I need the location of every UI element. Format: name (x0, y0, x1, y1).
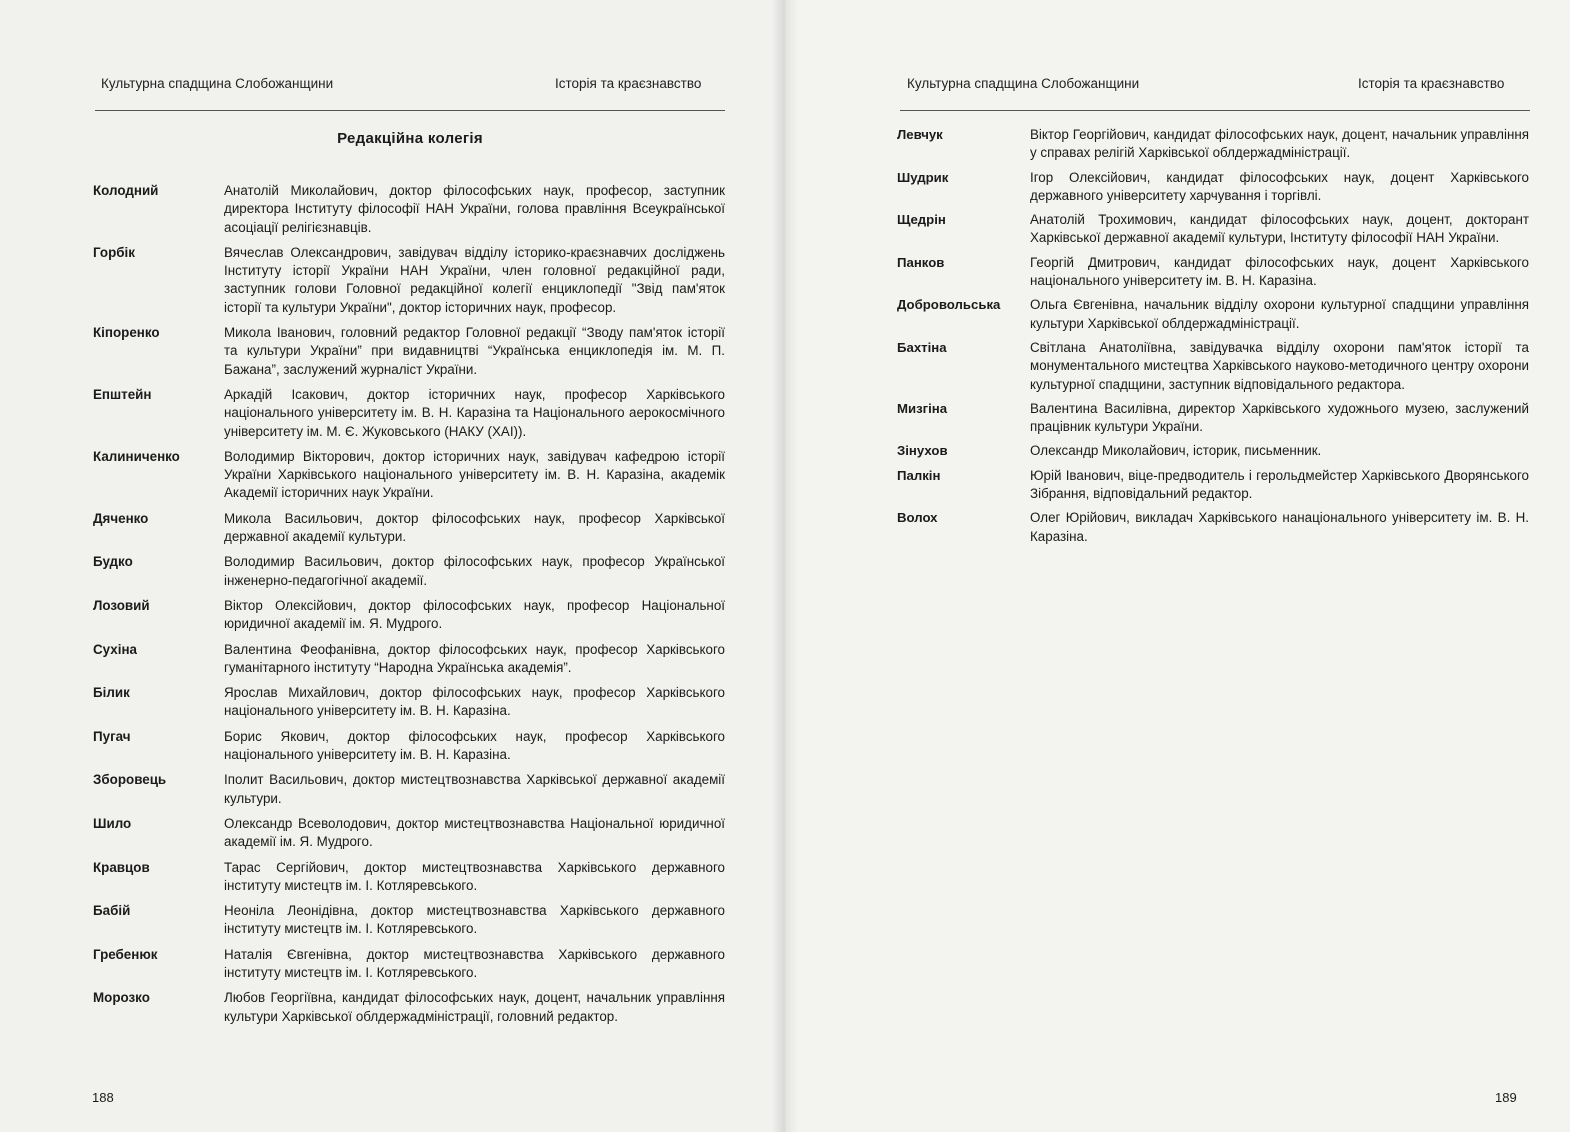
member-description: Наталія Євгенівна, доктор мистецтвознавства Харківського державного інституту мистецтв ім. І. Котляревського. (224, 946, 725, 980)
member-description: Неоніла Леонідівна, доктор мистецтвознавства Харківського державного інституту мистецтв ім. І. Котляревського. (224, 903, 725, 937)
member-surname: Зінухов (897, 443, 948, 459)
member-description: Георгій Дмитрович, кандидат філософських наук, доцент Харківського національного університету ім. В. Н. Каразіна. (1030, 254, 1529, 289)
board-member-entry (897, 400, 1529, 437)
page-number: 188 (92, 1090, 114, 1105)
member-description: Анатолій Миколайович, доктор філософських наук, професор, заступник директора Інституту філософії НАН України, голова правління Всеукраїнської асоціації релігієзнавців. (224, 183, 725, 235)
member-description: Олександр Всеволодович, доктор мистецтвознавства Національної юридичної академії ім. Я. Мудрого. (224, 815, 725, 850)
member-description: Олександр Миколайович, історик, письменник. (1030, 443, 1322, 459)
member-surname: Дяченко (93, 510, 149, 526)
member-surname: Мизгіна (897, 400, 948, 416)
board-member-entry (93, 597, 725, 634)
board-member-entry (93, 771, 725, 808)
member-surname: Палкін (897, 467, 941, 483)
running-head-left: Культурна спадщина Слобожанщини (101, 76, 334, 91)
member-surname: Калиниченко (93, 448, 180, 464)
board-member-entry (93, 946, 725, 983)
member-surname: Бабій (93, 903, 131, 919)
running-head-right: Історія та краєзнавство (1358, 76, 1505, 91)
board-member-entry (93, 815, 725, 852)
board-member-entry (897, 254, 1529, 291)
member-surname: Добровольська (897, 297, 1001, 313)
member-surname: Горбік (93, 244, 135, 260)
header-rule (900, 110, 1530, 111)
board-member-entry (897, 211, 1529, 248)
board-member-entry (897, 296, 1529, 333)
member-surname: Колодний (93, 183, 159, 198)
board-member-entry (93, 902, 725, 939)
board-member-entry (897, 339, 1529, 394)
member-description: Ігор Олексійович, кандидат філософських наук, доцент Харківського державного університету харчування і торгівлі. (1030, 169, 1529, 203)
member-surname: Кравцов (93, 859, 150, 875)
page-number: 189 (1495, 1090, 1517, 1105)
board-member-entry (93, 989, 725, 1026)
member-description: Тарас Сергійович, доктор мистецтвознавства Харківського державного інституту мистецтв ім. І. Котляревського. (224, 859, 725, 893)
member-description: Світлана Анатоліївна, завідувачка відділу охорони пам'яток історії та монументального мистецтва Харківського науково-методичного центру охорони культурної спадщини, заступник відповідального редактора. (1030, 339, 1529, 392)
board-member-entry (897, 509, 1529, 546)
header-rule (95, 110, 725, 111)
member-surname: Левчук (897, 127, 943, 142)
member-surname: Лозовий (93, 597, 150, 613)
member-surname: Панков (897, 254, 945, 270)
member-surname: Сухіна (93, 641, 137, 657)
member-surname: Бахтіна (897, 339, 947, 355)
member-surname: Гребенюк (93, 946, 158, 962)
member-surname: Шудрик (897, 169, 949, 185)
book-gutter (772, 0, 798, 1132)
member-surname: Епштейн (93, 386, 152, 402)
member-description: Аркадій Ісакович, доктор історичних наук, професор Харківського національного університету ім. В. Н. Каразіна та Національного аерокосмічного університету ім. М. Є. Жуковського (НАКУ (ХАІ)). (224, 386, 725, 439)
member-description: Юрій Іванович, віце-предводитель і герольдмейстер Харківського Дворянського Зібрання, відповідальний редактор. (1030, 467, 1529, 502)
right-page (785, 0, 1570, 1132)
board-member-entry (93, 510, 725, 547)
member-description: Іполит Васильович, доктор мистецтвознавства Харківської державної академії культури. (224, 772, 725, 806)
board-member-entry (93, 448, 725, 503)
member-description: Олег Юрійович, викладач Харківського нанаціонального університету ім. В. Н. Каразіна. (1030, 510, 1529, 544)
member-description: Ярослав Михайлович, доктор філософських наук, професор Харківського національного університету ім. В. Н. Каразіна. (224, 685, 725, 719)
member-description: Віктор Олексійович, доктор філософських наук, професор Національної юридичної академії ім. Я. Мудрого. (224, 597, 725, 632)
board-member-entry (93, 324, 725, 379)
board-member-entry (93, 859, 725, 896)
board-member-entry (93, 182, 725, 237)
member-surname: Кіпоренко (93, 325, 160, 341)
member-surname: Волох (897, 510, 938, 526)
member-surname: Щедрін (897, 212, 946, 228)
member-description: Володимир Вікторович, доктор історичних наук, завідувач кафедрою історії України Харківського національного університету ім. В. Н. Каразіна, академік Академії історичних наук України. (224, 448, 725, 501)
member-description: Борис Якович, доктор філософських наук, професор Харківського національного університету ім. В. Н. Каразіна. (224, 728, 725, 763)
board-member-entry (897, 467, 1529, 504)
running-head-right: Історія та краєзнавство (555, 76, 702, 91)
member-surname: Морозко (93, 990, 150, 1006)
member-description: Валентина Василівна, директор Харківського художнього музею, заслужений працівник культури України. (1030, 400, 1529, 435)
editorial-board-list-right (897, 126, 1529, 552)
board-member-entry (93, 244, 725, 317)
member-surname: Будко (93, 554, 133, 570)
board-member-entry (93, 641, 725, 678)
member-description: Віктор Георгійович, кандидат філософських наук, доцент, начальник управління у справах релігій Харківської облдержадміністрації. (1030, 127, 1529, 161)
member-description: Анатолій Трохимович, кандидат філософських наук, доцент, докторант Харківської державної академії культури, Інституту філософії НАН України. (1030, 212, 1529, 246)
member-surname: Шило (93, 815, 132, 831)
member-surname: Зборовець (93, 772, 167, 788)
member-description: Володимир Васильович, доктор філософських наук, професор Української інженерно-педагогічної академії. (224, 554, 725, 588)
board-member-entry (897, 442, 1529, 460)
member-description: Вячеслав Олександрович, завідувач відділу історико-краєзнавчих досліджень Інституту історії України НАН України, член головної редакційної ради, заступник голови Головної редакційної колегії енциклопедії "Звід пам'яток історії та культури України", доктор історичних наук, професор. (224, 244, 725, 315)
member-description: Любов Георгіївна, кандидат філософських наук, доцент, начальник управління культури Харківської облдержадміністрації, головний редактор. (224, 990, 725, 1024)
member-description: Ольга Євгенівна, начальник відділу охорони культурної спадщини управління культури Харківської облдержадміністрації. (1030, 297, 1529, 331)
board-member-entry (897, 126, 1529, 163)
board-member-entry (897, 169, 1529, 206)
member-surname: Пугач (93, 728, 131, 744)
member-description: Микола Іванович, головний редактор Головної редакції “Зводу пам'яток історії та культури України” при видавництві “Українська енциклопедія ім. М. П. Бажана”, заслужений журналіст України. (224, 325, 725, 377)
board-member-entry (93, 684, 725, 721)
running-head-left: Культурна спадщина Слобожанщини (907, 76, 1140, 91)
member-description: Валентина Феофанівна, доктор філософських наук, професор Харківського гуманітарного інституту “Народна Українська академія”. (224, 641, 725, 675)
board-member-entry (93, 553, 725, 590)
member-surname: Білик (93, 685, 130, 701)
editorial-board-list-left (93, 182, 725, 1033)
board-member-entry (93, 386, 725, 441)
member-description: Микола Васильович, доктор філософських наук, професор Харківської державної академії культури. (224, 510, 725, 545)
board-member-entry (93, 728, 725, 765)
page-title: Редакційна колегія (337, 130, 483, 147)
